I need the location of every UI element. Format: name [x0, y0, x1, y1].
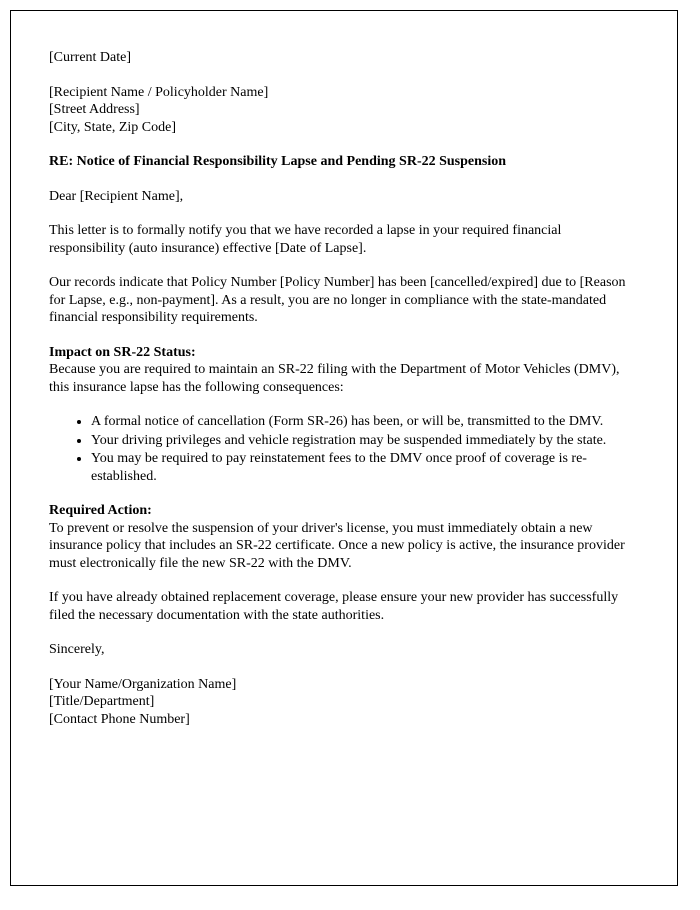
consequences-list [49, 413, 633, 485]
date-line: [Current Date] [49, 50, 132, 65]
paragraph-notification: This letter is to formally notify you that we have recorded a lapse in your required financial responsibility (auto insurance) effective [Date of Lapse]. [49, 223, 562, 256]
closing: Sincerely, [49, 642, 105, 657]
paragraph-replacement-coverage: If you have already obtained replacement coverage, please ensure your new provider has successfully filed the necessary documentation with the state authorities. [49, 590, 619, 623]
signature-line-name: [Your Name/Organization Name] [49, 676, 237, 692]
impact-intro: Because you are required to maintain an SR-22 filing with the Department of Motor Vehicles (DMV), this insurance lapse has the following consequences: [49, 362, 620, 395]
list-item-reinstatement-fees: • You may be required to pay reinstatement fees to the DMV once proof of coverage is re-established. [91, 450, 633, 485]
list-item-suspension: • Your driving privileges and vehicle registration may be suspended immediately by the state. [91, 432, 633, 450]
address-line-name: [Recipient Name / Policyholder Name] [49, 84, 269, 100]
letter-page [10, 10, 678, 886]
date-block [49, 49, 633, 67]
impact-heading: Impact on SR-22 Status: [49, 344, 196, 360]
required-action-body: To prevent or resolve the suspension of your driver's license, you must immediately obtain a new insurance policy that includes an SR-22 certificate. Once a new policy is active, the insurance provider must electronically file the new SR-22 with the DMV. [49, 520, 625, 571]
signature-block [49, 676, 633, 729]
list-item-sr26-notice: • A formal notice of cancellation (Form SR-26) has been, or will be, transmitted to the DMV. [91, 413, 633, 431]
address-line-city: [City, State, Zip Code] [49, 119, 177, 135]
signature-line-title: [Title/Department] [49, 694, 155, 709]
required-action-heading: Required Action: [49, 503, 152, 518]
address-line-street: [Street Address] [49, 102, 140, 117]
subject-line: RE: Notice of Financial Responsibility Lapse and Pending SR-22 Suspension [49, 154, 507, 169]
recipient-address-block [49, 84, 633, 137]
salutation: Dear [Recipient Name], [49, 188, 184, 204]
signature-line-phone: [Contact Phone Number] [49, 711, 190, 727]
paragraph-records: Our records indicate that Policy Number [Policy Number] has been [cancelled/expired] due to [Reason for Lapse, e.g., non-payment]. As a result, you are no longer in compliance with the state-mandated financial responsibility requirements. [49, 275, 626, 325]
